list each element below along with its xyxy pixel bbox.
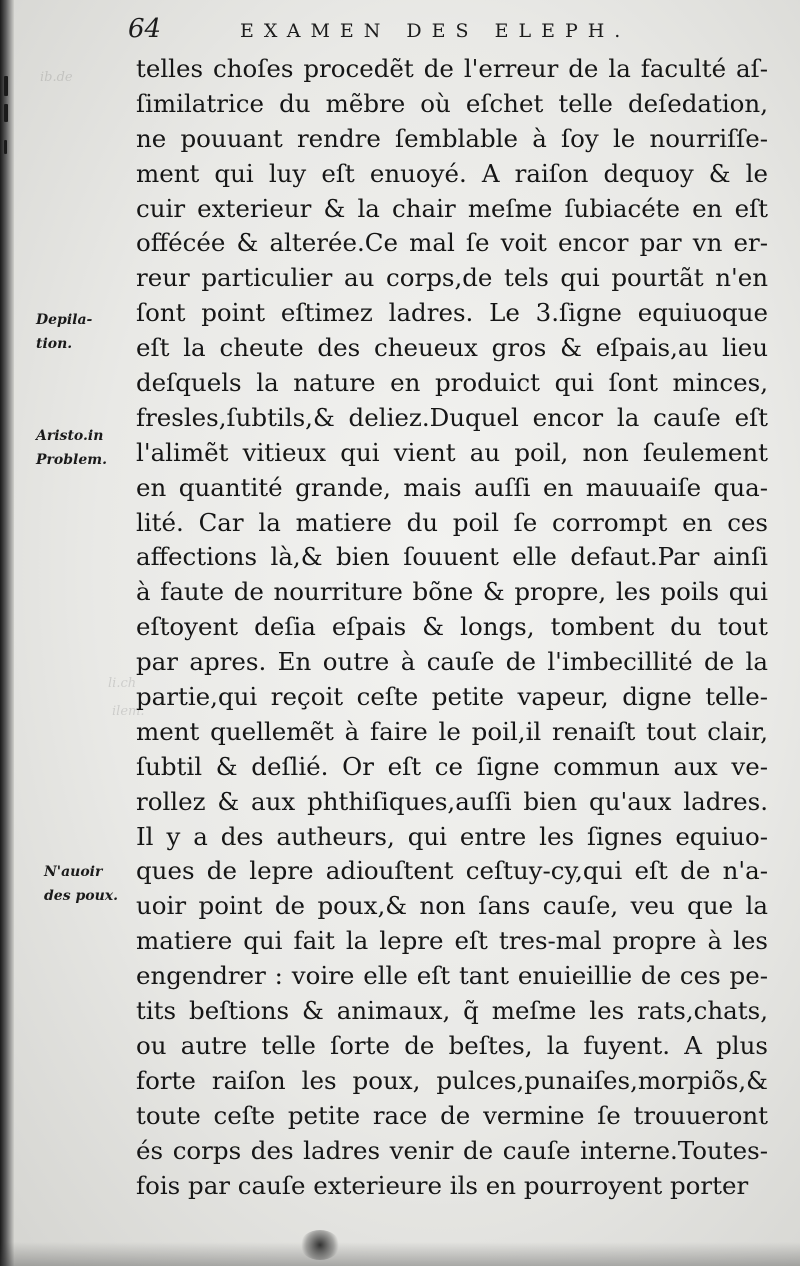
text-line: engendrer : voire elle eſt tant enuieillie de ces pe- bbox=[136, 961, 768, 991]
text-line: ment qui luy eſt enuoyé. A raiſon dequoy & le bbox=[136, 158, 768, 188]
text-line: tits beſtions & animaux, q̃ meſme les rats,chats, bbox=[136, 996, 768, 1026]
body-text bbox=[136, 52, 768, 1203]
side-note-aristotle bbox=[36, 424, 107, 472]
text-line: Il y a des autheurs, qui entre les ſignes equiuo- bbox=[136, 821, 768, 851]
side-note-line: tion. bbox=[36, 336, 73, 352]
running-title: EXAMEN DES ELEPH. bbox=[240, 20, 631, 42]
text-line: és corps des ladres venir de cauſe interne.Toutes- bbox=[136, 1135, 768, 1165]
text-line: rollez & aux phthiſiques,auſſi bien qu'aux ladres. bbox=[136, 786, 768, 816]
page-number: 64 bbox=[128, 14, 162, 44]
page-gutter-shadow bbox=[0, 0, 14, 1266]
text-line: eſt la cheute des cheueux gros & eſpais,au lieu bbox=[136, 333, 768, 363]
text-line: affections là,& bien ſouuent elle defaut.Par ainſi bbox=[136, 542, 768, 572]
text-line: telles choſes procedẽt de l'erreur de la faculté aſ- bbox=[136, 54, 768, 83]
side-note-line: N'auoir bbox=[44, 864, 103, 880]
text-line: fresles,ſubtils,& deliez.Duquel encor la cauſe eſt bbox=[136, 402, 768, 432]
text-line: forte raiſon les poux, pulces,punaiſes,morpiõs,& bbox=[136, 1065, 768, 1095]
text-line: ou autre telle ſorte de beſtes, la fuyent. A plus bbox=[136, 1030, 768, 1060]
bleed-through-text: li.ch bbox=[108, 676, 137, 691]
side-note-line: Problem. bbox=[36, 452, 107, 468]
text-line: à faute de nourriture bõne & propre, les poils qui bbox=[136, 577, 768, 607]
text-line: par apres. En outre à cauſe de l'imbecillité de la bbox=[136, 647, 768, 677]
bleed-through-text: ilem. bbox=[112, 704, 145, 719]
text-line: uoir point de poux,& non ſans cauſe, veu que la bbox=[136, 891, 768, 921]
text-line: en quantité grande, mais auſſi en mauuaiſe qua- bbox=[136, 472, 768, 502]
text-line: partie,qui reçoit ceſte petite vapeur, digne telle- bbox=[136, 682, 768, 712]
text-line: matiere qui fait la lepre eſt tres-mal propre à les bbox=[136, 926, 768, 956]
side-note-line: des poux. bbox=[44, 888, 118, 904]
text-line: reur particulier au corps,de tels qui pourtãt n'en bbox=[136, 263, 768, 293]
margin-ink-mark bbox=[4, 104, 8, 122]
text-line: l'alimẽt vitieux qui vient au poil, non ſeulement bbox=[136, 437, 768, 467]
text-line: offécée & alterée.Ce mal ſe voit encor par vn er- bbox=[136, 228, 768, 258]
bleed-through-text: ib.de bbox=[40, 70, 73, 85]
text-line: ment quellemẽt à faire le poil,il renaiſt tout clair, bbox=[136, 716, 768, 746]
text-line: toute ceſte petite race de vermine ſe trouueront bbox=[136, 1100, 768, 1130]
side-note-line: Depila- bbox=[36, 312, 93, 328]
text-line: deſquels la nature en produict qui ſont minces, bbox=[136, 368, 768, 398]
text-line: eſtoyent deſia eſpais & longs, tombent du tout bbox=[136, 612, 768, 642]
margin-ink-mark bbox=[4, 76, 8, 96]
text-line: ſubtil & deſlié. Or eſt ce ſigne commun aux ve- bbox=[136, 751, 768, 781]
side-note-lice bbox=[44, 860, 118, 908]
text-line: ſimilatrice du mẽbre où eſchet telle deſedation, bbox=[136, 88, 768, 118]
page-bottom-shadow bbox=[0, 1242, 800, 1266]
text-line: ne pouuant rendre ſemblable à ſoy le nourriſſe- bbox=[136, 123, 768, 153]
text-line: fois par cauſe exterieure ils en pourroyent porter bbox=[136, 1170, 749, 1200]
text-line: lité. Car la matiere du poil ſe corrompt en ces bbox=[136, 507, 768, 537]
side-note-line: Aristo.in bbox=[36, 428, 104, 444]
side-note-depilation bbox=[36, 308, 92, 356]
margin-ink-mark bbox=[4, 140, 7, 154]
page-header bbox=[128, 14, 768, 48]
text-line: ques de lepre adiouſtent ceſtuy-cy,qui eſt de n'a- bbox=[136, 856, 768, 886]
text-line: cuir exterieur & la chair meſme ſubiacéte en eſt bbox=[136, 193, 768, 223]
text-line: ſont point eſtimez ladres. Le 3.ſigne equiuoque bbox=[136, 298, 768, 328]
